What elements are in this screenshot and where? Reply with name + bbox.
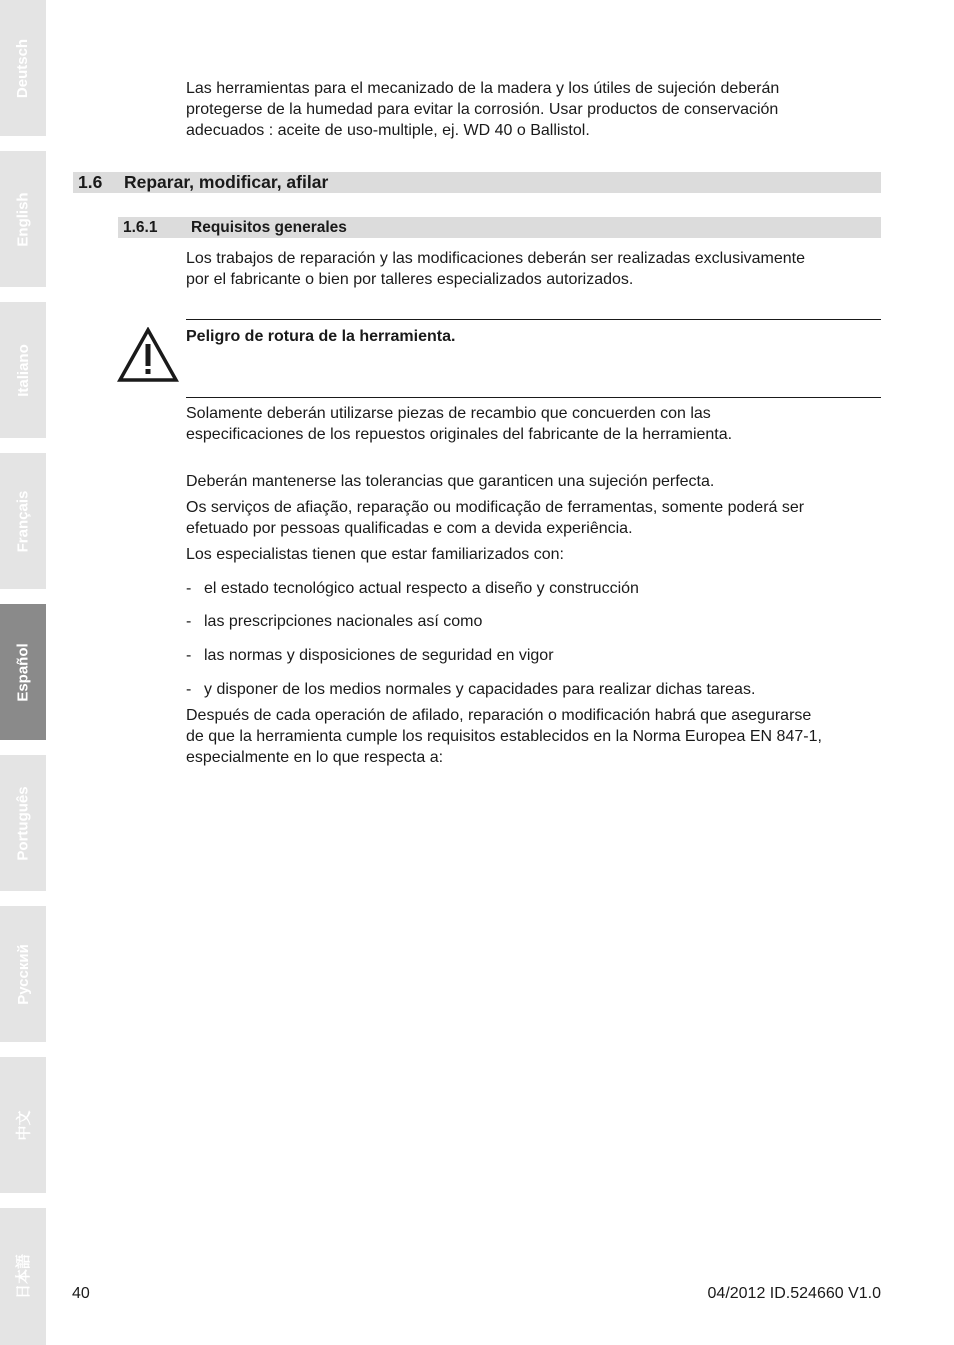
bullet-text: las prescripciones nacionales así como <box>204 613 483 630</box>
tab-deutsch[interactable] <box>0 0 46 136</box>
tab-japanese[interactable] <box>0 1208 46 1345</box>
text-line: Los especialistas tienen que estar familiarizados con: <box>186 546 564 563</box>
warning-title: Peligro de rotura de la herramienta. <box>186 328 456 345</box>
tab-francais[interactable] <box>0 453 46 589</box>
spare-parts-paragraph <box>186 403 882 445</box>
tab-label: 中文 <box>15 1109 33 1141</box>
tab-russian[interactable] <box>0 906 46 1042</box>
tab-espanol[interactable] <box>0 604 46 740</box>
warning-top-rule <box>186 319 881 320</box>
subsection-title: Requisitos generales <box>191 219 347 236</box>
specialists-paragraph <box>186 544 882 565</box>
section-heading <box>73 172 881 193</box>
subsection-number: 1.6.1 <box>123 219 158 236</box>
tab-label: Deutsch <box>14 38 32 98</box>
section-title: Reparar, modificar, afilar <box>124 172 329 192</box>
bullet-dash: - <box>186 613 192 630</box>
language-tabs <box>0 0 46 1345</box>
text-line: especialmente en lo que respecta a: <box>186 749 444 766</box>
tab-label: Français <box>14 490 32 552</box>
text-line: de que la herramienta cumple los requisitos establecidos en la Norma Europea EN 847-1, <box>186 728 822 745</box>
bullet-text: el estado tecnológico actual respecto a diseño y construcción <box>204 580 639 597</box>
requirements-paragraph <box>186 248 882 290</box>
warning-bottom-rule <box>186 397 881 398</box>
tab-label: Italiano <box>14 343 32 397</box>
text-line: Las herramientas para el mecanizado de la madera y los útiles de sujeción deberán <box>186 80 780 97</box>
text-line: efetuado por pessoas qualificadas e com a devida experiência. <box>186 520 633 537</box>
bullet-text: las normas y disposiciones de seguridad en vigor <box>204 647 554 664</box>
page-number: 40 <box>72 1285 90 1302</box>
servicos-paragraph <box>186 497 882 539</box>
tab-english[interactable] <box>0 151 46 287</box>
tab-label: Русский <box>14 943 32 1005</box>
warning-triangle-icon <box>117 327 179 383</box>
text-line: protegerse de la humedad para evitar la corrosión. Usar productos de conservación <box>186 101 779 118</box>
text-line: Después de cada operación de afilado, reparación o modificación habrá que asegurarse <box>186 707 812 724</box>
text-line: Os serviços de afiação, reparação ou modificação de ferramentas, somente poderá ser <box>186 499 805 516</box>
text-line: Solamente deberán utilizarse piezas de recambio que concuerden con las <box>186 405 711 422</box>
tab-italiano[interactable] <box>0 302 46 438</box>
tolerances-paragraph <box>186 471 882 492</box>
tab-label: Português <box>14 785 32 861</box>
tab-label: 日本語 <box>15 1253 33 1300</box>
after-paragraph <box>186 705 882 768</box>
section-number: 1.6 <box>78 172 103 192</box>
tab-portugues[interactable] <box>0 755 46 891</box>
tab-label: Español <box>14 642 32 702</box>
bullet-dash: - <box>186 580 192 597</box>
tab-label: English <box>14 191 32 247</box>
subsection-heading <box>118 217 881 238</box>
bullet-text: y disponer de los medios normales y capacidades para realizar dichas tareas. <box>204 681 756 698</box>
bullet-dash: - <box>186 647 192 664</box>
text-line: Los trabajos de reparación y las modificaciones deberán ser realizadas exclusivamente <box>186 250 805 267</box>
text-line: adecuados : aceite de uso-multiple, ej. WD 40 o Ballistol. <box>186 122 590 139</box>
bullet-dash: - <box>186 681 192 698</box>
text-line: especificaciones de los repuestos originales del fabricante de la herramienta. <box>186 426 733 443</box>
intro-paragraph <box>186 78 882 141</box>
document-id: 04/2012 ID.524660 V1.0 <box>707 1285 881 1302</box>
tab-chinese[interactable] <box>0 1057 46 1193</box>
text-line: Deberán mantenerse las tolerancias que garanticen una sujeción perfecta. <box>186 473 715 490</box>
text-line: por el fabricante o bien por talleres especializados autorizados. <box>186 271 634 288</box>
